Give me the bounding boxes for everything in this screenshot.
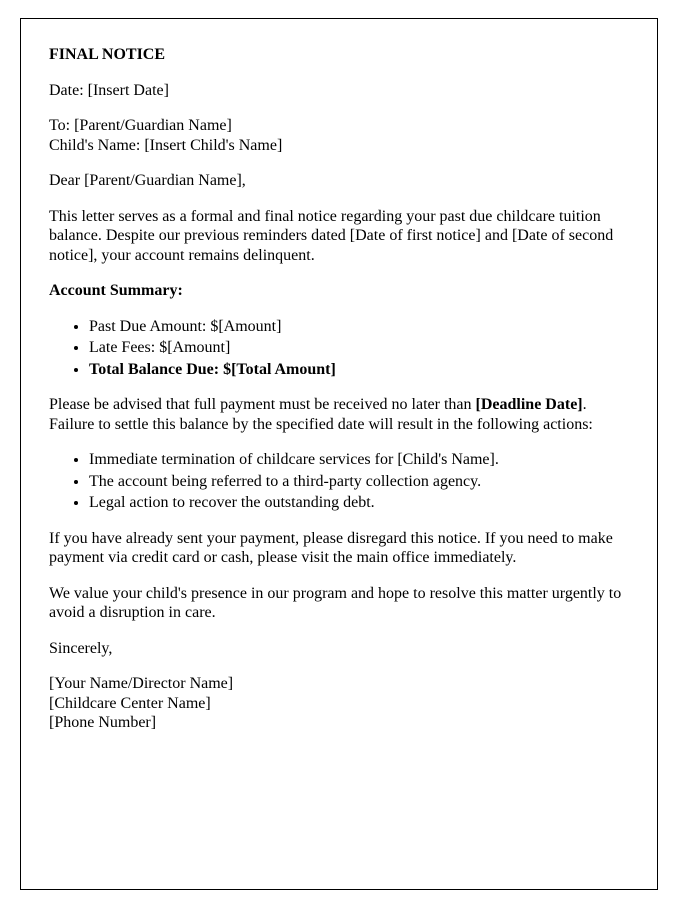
- letter-page: [20, 18, 658, 890]
- signature-name-line: [Your Name/Director Name]: [49, 675, 234, 693]
- signature-center-line: [Childcare Center Name]: [49, 694, 211, 712]
- signature-block: [49, 674, 629, 733]
- deadline-paragraph-post: . Failure to settle this balance by the specified date will result in the following actions:: [49, 396, 593, 433]
- signoff: Sincerely,: [49, 639, 113, 657]
- consequence-item-termination: • Immediate termination of childcare services for [Child's Name].: [89, 450, 629, 470]
- signature-phone-line: [Phone Number]: [49, 714, 157, 732]
- payment-paragraph: If you have already sent your payment, please disregard this notice. If you need to make payment via credit card or cash, please visit the main office immediately.: [49, 529, 613, 567]
- date-block: [49, 81, 629, 101]
- salutation: Dear [Parent/Guardian Name],: [49, 172, 246, 190]
- consequence-item-legal: • Legal action to recover the outstanding debt.: [89, 493, 629, 513]
- summary-item-total-balance: • Total Balance Due: $[Total Amount]: [89, 360, 629, 380]
- date-line: Date: [Insert Date]: [49, 81, 169, 99]
- summary-item-late-fees: • Late Fees: $[Amount]: [89, 338, 629, 358]
- deadline-date: [Deadline Date]: [475, 396, 583, 414]
- intro-paragraph: This letter serves as a formal and final notice regarding your past due childcare tuition balance. Despite our previous reminders dated [Date of first notice] and [Date of second notice], your account remains delinquent.: [49, 207, 614, 264]
- summary-item-past-due: • Past Due Amount: $[Amount]: [89, 317, 629, 337]
- consequences-list: [49, 450, 629, 513]
- account-summary-list: [49, 317, 629, 380]
- consequence-item-collection: • The account being referred to a third-party collection agency.: [89, 472, 629, 492]
- child-name-line: Child's Name: [Insert Child's Name]: [49, 136, 283, 154]
- account-summary-heading: Account Summary:: [49, 282, 183, 300]
- recipient-block: [49, 116, 629, 155]
- letter-heading: FINAL NOTICE: [49, 46, 166, 63]
- letter-content: [21, 19, 657, 753]
- to-line: To: [Parent/Guardian Name]: [49, 117, 232, 135]
- deadline-paragraph: [49, 395, 629, 434]
- closing-paragraph: We value your child's presence in our program and hope to resolve this matter urgently to avoid a disruption in care.: [49, 584, 622, 622]
- deadline-paragraph-pre: Please be advised that full payment must be received no later than: [49, 396, 476, 414]
